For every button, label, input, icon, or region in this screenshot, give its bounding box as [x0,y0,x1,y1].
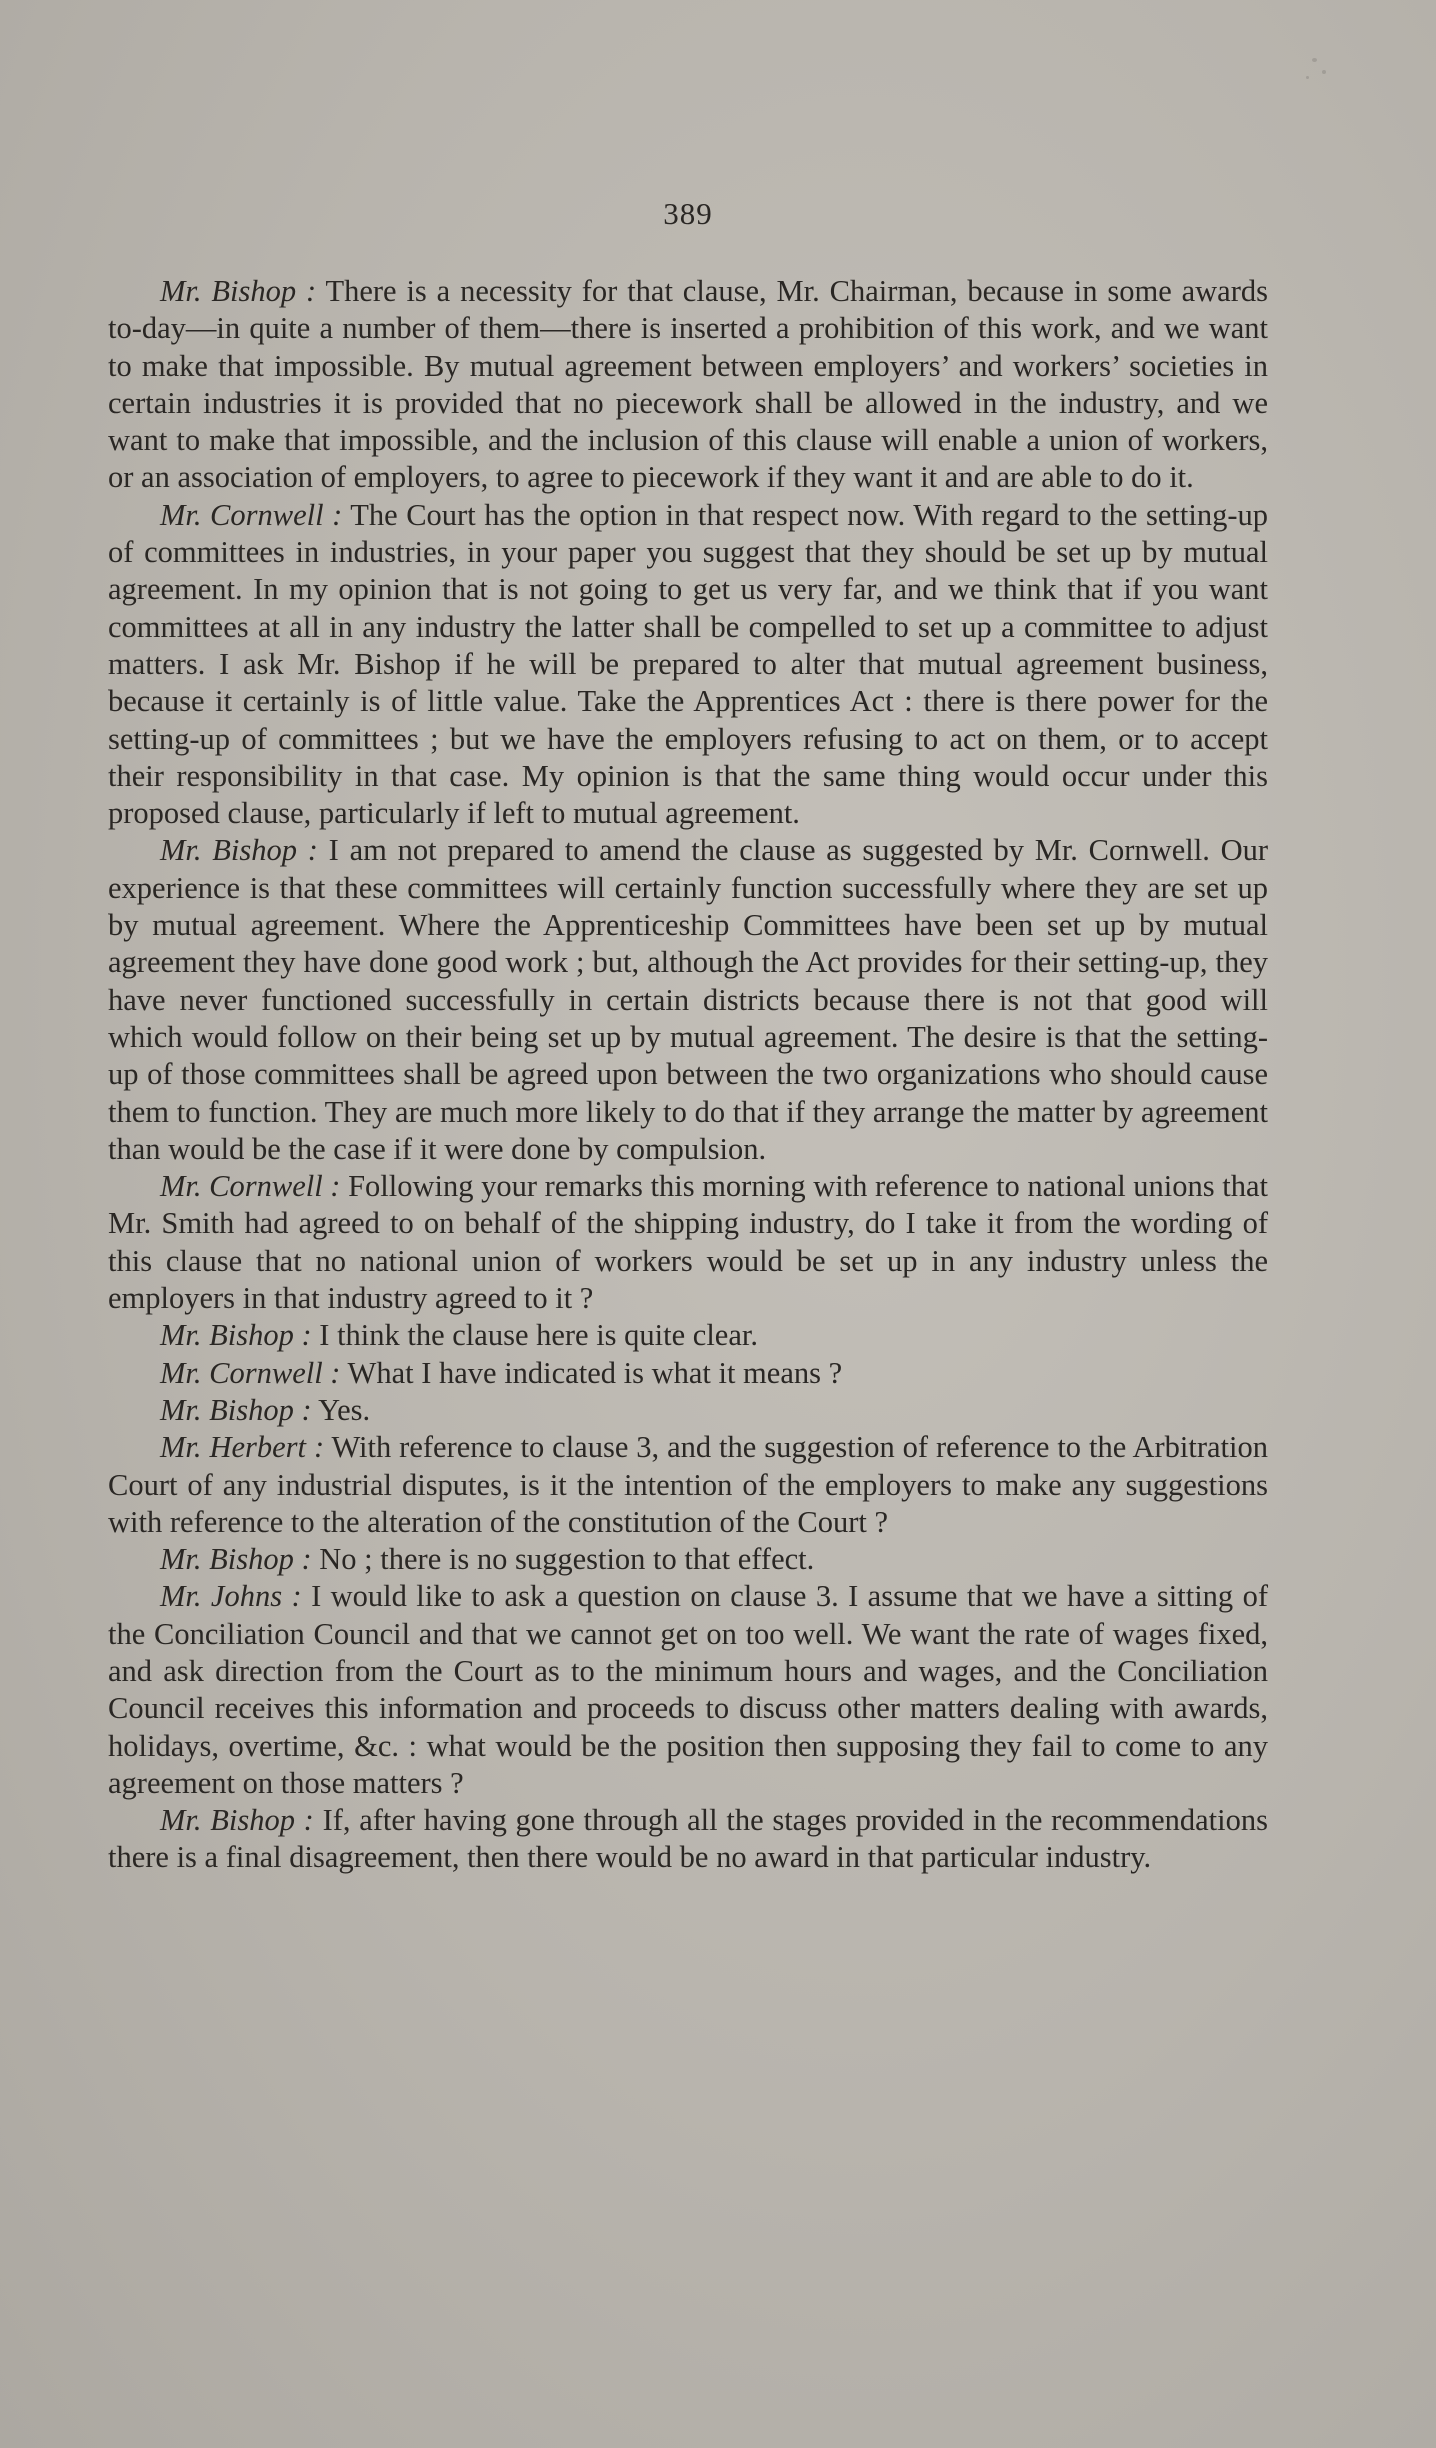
paragraph-text: There is a necessity for that clause, Mr. Chairman, because in some awards to-day—in quite a number of them—there is inserted a prohibition of this work, and we want to make that impossible. By mutual agreement between employers’ and workers’ societies in certain industries it is provided that no piecework shall be allowed in the industry, and we want to make that impossible, and the inclusion of this clause will enable a union of workers, or an association of employers, to agree to piecework if they want it and are able to do it. [108,274,1268,495]
paragraph-text: Following your remarks this morning with reference to national unions that Mr. Smith had agreed to on behalf of the shipping industry, do I take it from the wording of this clause that no national union of workers would be set up in any industry unless the employers in that industry agreed to it ? [108,1169,1268,1316]
paragraph [108,1578,1268,1802]
speaker-name: Mr. Bishop : [160,833,318,868]
paragraph [108,1802,1268,1877]
paragraph [108,1355,1268,1392]
speaker-name: Mr. Bishop : [160,274,317,308]
speaker-name: Mr. Bishop : [160,1392,312,1427]
speaker-name: Mr. Herbert : [160,1430,325,1465]
speaker-name: Mr. Bishop : [160,1803,314,1838]
paragraph-text: If, after having gone through all the stages provided in the recommendations there is a final disagreement, then there would be no award in that particular industry. [108,1803,1268,1875]
speaker-name: Mr. Cornwell : [160,497,343,532]
speaker-name: Mr. Bishop : [160,1318,312,1353]
speaker-name: Mr. Cornwell : [160,1355,341,1390]
paragraph-text: I am not prepared to amend the clause as suggested by Mr. Cornwell. Our experience is that these committees will certainly function successfully where they are set up by mutual agreement. Where the Apprenticeship Committees have been set up by mutual agreement they have done good work ; but, although the Act provides for their setting-up, they have never functioned successfully in certain districts because there is not that good will which would follow on their being set up by mutual agreement. The desire is that the setting-up of those committees shall be agreed upon between the two organizations who should cause them to function. They are much more likely to do that if they arrange the matter by agreement than would be the case if it were done by compulsion. [108,833,1269,1166]
paragraph-text: With reference to clause 3, and the suggestion of reference to the Arbitration Court of any industrial disputes, is it the intention of the employers to make any suggestions with reference to the alteration of the constitution of the Court ? [108,1430,1268,1539]
transcript-body [108,273,1268,1877]
paragraph [108,832,1268,1168]
paragraph [108,1392,1268,1429]
paragraph-text: I would like to ask a question on clause 3. I assume that we have a sitting of the Conciliation Council and that we cannot get on too well. We want the rate of wages fixed, and ask direction from the Court as to the minimum hours and wages, and the Conciliation Council receives this information and proceeds to discuss other matters dealing with awards, holidays, overtime, &c. : what would be the position then supposing they fail to come to any agreement on those matters ? [108,1579,1268,1800]
paragraph [108,273,1268,497]
paragraph-text: No ; there is no suggestion to that effect. [311,1542,815,1577]
paragraph [108,1541,1268,1578]
speaker-name: Mr. Johns : [160,1579,302,1614]
paper-speck [1322,70,1326,74]
paragraph-text: What I have indicated is what it means ? [340,1355,843,1390]
speaker-name: Mr. Cornwell : [160,1169,341,1204]
paragraph [108,1168,1268,1317]
paragraph-text: I think the clause here is quite clear. [311,1318,758,1353]
paragraph [108,1317,1268,1354]
page-number: 389 [663,196,713,231]
speaker-name: Mr. Bishop : [160,1542,312,1577]
paragraph-text: The Court has the option in that respect now. With regard to the setting-up of committees in industries, in your paper you suggest that they should be set up by mutual agreement. In my opinion that is not going to get us very far, and we think that if you want committees at all in any industry the latter shall be compelled to set up a committee to adjust matters. I ask Mr. Bishop if he will be prepared to alter that mutual agreement business, because it certainly is of little value. Take the Apprentices Act : there is there power for the setting-up of committees ; but we have the employers refusing to act on them, or to accept their responsibility in that case. My opinion is that the same thing would occur under this proposed clause, particularly if left to mutual agreement. [108,497,1268,831]
paragraph [108,497,1268,833]
paper-speck [1306,76,1309,79]
paragraph-text: Yes. [311,1392,371,1427]
paragraph [108,1429,1268,1541]
paper-speck [1312,58,1317,62]
